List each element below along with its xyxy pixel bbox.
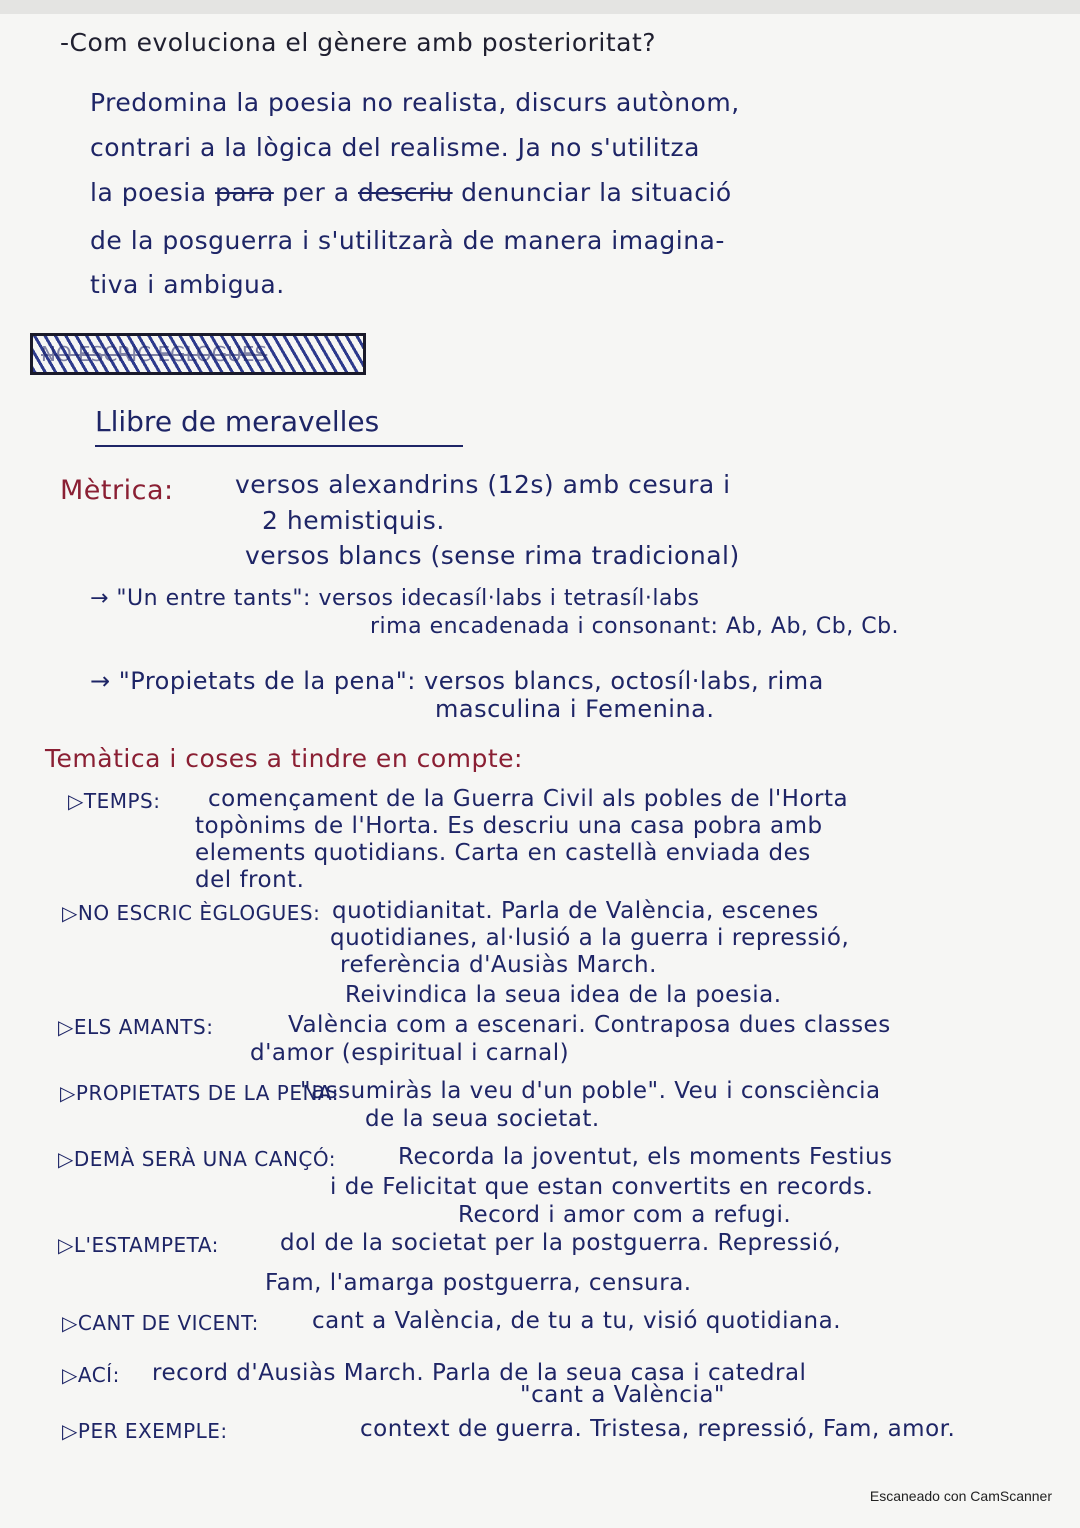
metrica-label: Mètrica: (60, 475, 174, 506)
section-title: Llibre de meravelles (95, 405, 463, 447)
metrica-line: → "Propietats de la pena": versos blancs, octosíl·labs, rima (90, 667, 824, 695)
metrica-line: 2 hemistiquis. (262, 506, 445, 535)
answer-text: per a (282, 178, 350, 207)
metrica-line: → "Un entre tants": versos idecasíl·labs i tetrasíl·labs (90, 586, 700, 611)
tematica-item-text: elements quotidians. Carta en castellà enviada des (195, 840, 811, 866)
scan-edge (0, 0, 1080, 14)
tematica-item-label: ▷PROPIETATS DE LA PENA: (60, 1081, 339, 1105)
tematica-item-text: i de Felicitat que estan convertits en records. (330, 1174, 874, 1200)
metrica-line: versos alexandrins (12s) amb cesura i (235, 470, 731, 499)
tematica-item-text: de la seua societat. (365, 1106, 600, 1132)
tematica-item-text: d'amor (espiritual i carnal) (250, 1040, 570, 1066)
tematica-item-text: Recorda la joventut, els moments Festius (398, 1144, 893, 1170)
tematica-item-label: ▷TEMPS: (68, 789, 161, 813)
answer-line-3 (90, 178, 732, 208)
metrica-line: masculina i Femenina. (435, 695, 715, 723)
tematica-item-text: València com a escenari. Contraposa dues classes (288, 1012, 891, 1038)
tematica-item-text: Record i amor com a refugi. (458, 1202, 792, 1228)
tematica-item-text: dol de la societat per la postguerra. Repressió, (280, 1230, 841, 1256)
tematica-item-label: ▷CANT DE VICENT: (62, 1311, 259, 1335)
crossed-word: para (215, 178, 274, 207)
tematica-item-label: ▷PER EXEMPLE: (62, 1419, 228, 1443)
metrica-line: versos blancs (sense rima tradicional) (245, 541, 740, 570)
tematica-item-text: Reivindica la seua idea de la poesia. (345, 982, 782, 1008)
tematica-item-label: ▷DEMÀ SERÀ UNA CANÇÓ: (58, 1147, 337, 1171)
tematica-item-text: context de guerra. Tristesa, repressió, Fam, amor. (360, 1416, 956, 1442)
tematica-heading: Temàtica i coses a tindre en compte: (45, 744, 523, 773)
tematica-item-text: començament de la Guerra Civil als pobles de l'Horta (208, 786, 849, 812)
answer-text: la poesia (90, 178, 207, 207)
tematica-item-label: ▷ACÍ: (62, 1363, 120, 1387)
crossed-out-text: NO ESCRIC ÈGLOGUES (41, 342, 268, 366)
answer-line: Predomina la poesia no realista, discurs autònom, (90, 88, 740, 117)
tematica-item-text: "cant a València" (520, 1382, 725, 1408)
tematica-item-text: quotidianes, al·lusió a la guerra i repressió, (330, 925, 850, 951)
question-heading: -Com evoluciona el gènere amb posterioritat? (60, 28, 657, 57)
tematica-item-label: ▷L'ESTAMPETA: (58, 1233, 219, 1257)
tematica-item-label: ▷ELS AMANTS: (58, 1015, 214, 1039)
tematica-item-text: del front. (195, 867, 305, 893)
answer-line: contrari a la lògica del realisme. Ja no s'utilitza (90, 133, 700, 162)
answer-line: de la posguerra i s'utilitzarà de manera imagina- (90, 226, 725, 255)
tematica-item-text: topònims de l'Horta. Es descriu una casa pobra amb (195, 813, 823, 839)
tematica-item-text: "assumiràs la veu d'un poble". Veu i consciència (300, 1078, 881, 1104)
metrica-line: rima encadenada i consonant: Ab, Ab, Cb, Cb. (370, 614, 900, 639)
answer-text: denunciar la situació (461, 178, 732, 207)
answer-line: tiva i ambigua. (90, 270, 285, 299)
crossed-word: descriu (358, 178, 453, 207)
tematica-item-text: cant a València, de tu a tu, visió quotidiana. (312, 1308, 842, 1334)
crossed-out-box (30, 333, 366, 375)
tematica-item-text: Fam, l'amarga postguerra, censura. (265, 1270, 692, 1296)
tematica-item-text: referència d'Ausiàs March. (340, 952, 657, 978)
scanner-watermark: Escaneado con CamScanner (869, 1488, 1052, 1504)
tematica-item-text: quotidianitat. Parla de València, escenes (332, 898, 819, 924)
tematica-item-label: ▷NO ESCRIC ÈGLOGUES: (62, 901, 321, 925)
tematica-item-text: record d'Ausiàs March. Parla de la seua casa i catedral (152, 1360, 807, 1386)
